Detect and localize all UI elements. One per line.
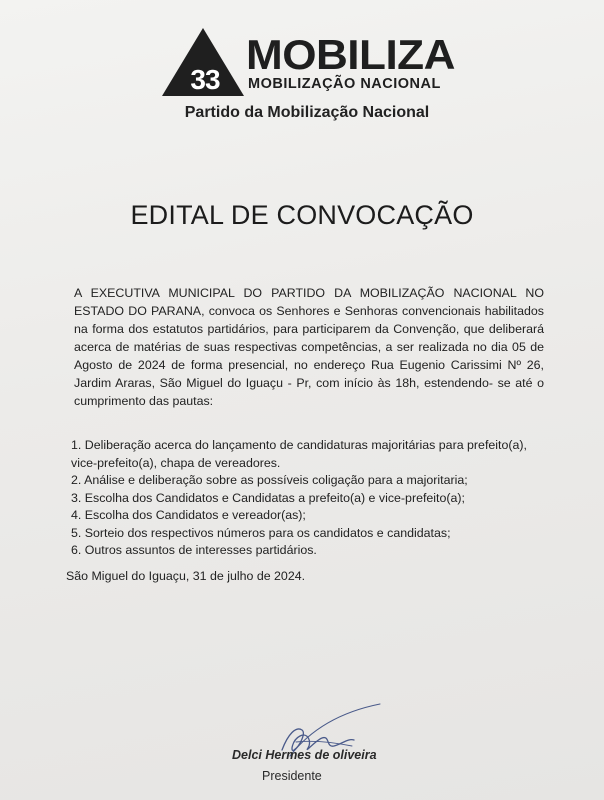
agenda-item: 6. Outros assuntos de interesses partidários. (71, 543, 317, 557)
agenda-list (71, 437, 551, 560)
agenda-item: 5. Sorteio dos respectivos números para os candidatos e candidatas; (71, 525, 451, 540)
signer-name: Delci Hermes de oliveira (232, 748, 377, 762)
logo-brand: MOBILIZA (246, 31, 455, 78)
logo-number: 33 (190, 64, 220, 95)
signer-role: Presidente (262, 769, 322, 783)
place-and-date: São Miguel do Iguaçu, 31 de julho de 2024. (66, 569, 306, 583)
agenda-item: 2. Análise e deliberação sobre as possíveis coligação para a majoritaria; (71, 473, 468, 487)
logo-subtitle: MOBILIZAÇÃO NACIONAL (248, 76, 441, 92)
party-name: Partido da Mobilização Nacional (184, 104, 430, 121)
party-logo (160, 26, 460, 98)
document-title: EDITAL DE CONVOCAÇÃO (130, 200, 474, 230)
agenda-item: 3. Escolha dos Candidatos e Candidatas a prefeito(a) e vice-prefeito(a); (71, 490, 465, 505)
agenda-item: 1. Deliberação acerca do lançamento de candidaturas majoritárias para prefeito(a), vice-prefeito(a), chapa de vereadores. (71, 438, 527, 470)
agenda-item: 4. Escolha dos Candidatos e vereador(as); (71, 508, 306, 522)
intro-paragraph: A EXECUTIVA MUNICIPAL DO PARTIDO DA MOBILIZAÇÃO NACIONAL NO ESTADO DO PARANA, convoca os Senhores e Senhoras convencionais habilitados na forma dos estatutos partidários, para participarem da Convenção, que deliberará acerca de matérias de suas respectivas competências, a ser realizada no dia 05 de Agosto de 2024 de forma presencial, no endereço Rua Eugenio Carissimi Nº 26, Jardim Araras, São Miguel do Iguaçu - Pr, com início às 18h, estendendo- se até o cumprimento das pautas: (74, 286, 544, 408)
